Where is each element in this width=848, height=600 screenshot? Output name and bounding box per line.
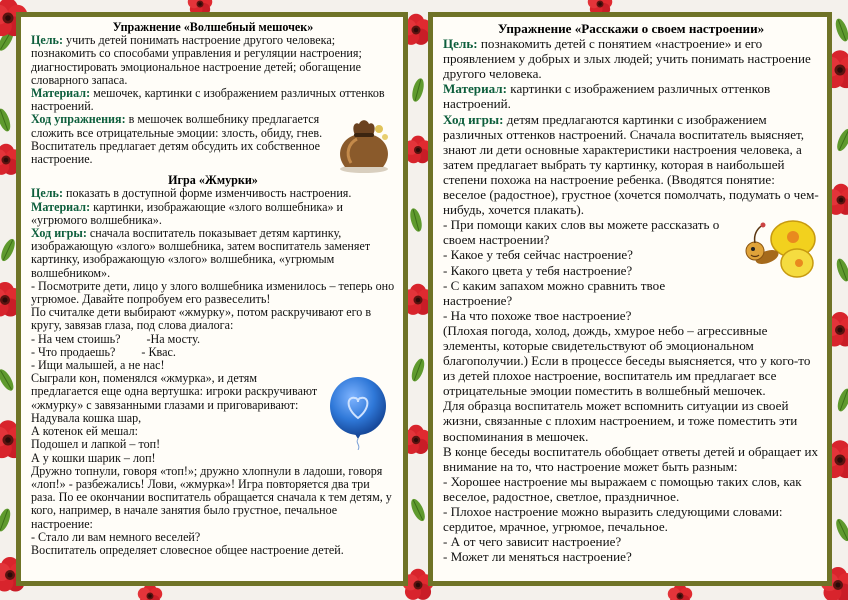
- material-text: картинки, изображающие «злого волшебника» и «угрюмого волшебника».: [31, 199, 344, 227]
- exercise-mood-procedure: [443, 112, 819, 218]
- question-line: - Какого цвета у тебя настроение?: [443, 262, 633, 278]
- poem-line: А котенок ей мешал:: [31, 424, 139, 439]
- question-line: - Какое у тебя сейчас настроение?: [443, 247, 633, 263]
- goal-label: Цель:: [31, 33, 63, 48]
- dialog-answer: - Квас.: [141, 344, 176, 359]
- exercise-mood-material: [443, 81, 819, 111]
- material-label: Материал:: [31, 86, 91, 101]
- material-text: мешочек, картинки с изображением различных оттенков настроений.: [31, 86, 385, 114]
- exercise-magic-bag-title: Упражнение «Волшебный мешочек»: [112, 20, 314, 34]
- text-line: - Стало ли вам немного веселей?: [31, 529, 201, 544]
- text-line: - Хорошее настроение мы выражаем с помощью таких слов, как веселое, радостное, светлое, праздничное.: [443, 473, 802, 504]
- game-blind-man-title: Игра «Жмурки»: [168, 173, 258, 188]
- exercise-magic-bag-material: [31, 87, 395, 113]
- exercise-mood-goal: [443, 36, 819, 81]
- procedure-text: детям предлагаются картинки с изображением различных оттенков настроений. Сначала воспитатель выясняет, знают ли дети основные характеристики настроения человека, а затем предлагает выбрать ту картинку, которая в наибольшей степени похожа на настроение ребенка. (Вводятся понятие: веселое (радостное), грустное (хочется помолчать, подумать о чем-нибудь, хочется плакать).: [443, 111, 819, 218]
- text-line: По считалке дети выбирают «жмурку», потом раскручивают его в кругу, завязав глаза, под слова диалога:: [31, 305, 372, 333]
- question-line: - А от чего зависит настроение?: [443, 534, 622, 550]
- right-page-panel: [428, 12, 832, 586]
- text-line: Воспитатель определяет словесное общее настроение детей.: [31, 542, 344, 557]
- procedure-label: Ход игры:: [443, 111, 504, 127]
- exercise-magic-bag-goal: [31, 34, 395, 87]
- text-line: В конце беседы воспитатель обобщает ответы детей и обращает их внимание на то, что настроение может быть разным:: [443, 443, 819, 474]
- procedure-text: сначала воспитатель показывает детям картинку, изображающую «злого» волшебника, затем воспитатель заменяет картинку, изображающую «злого» волшебника, «угрюмым волшебником».: [31, 226, 371, 280]
- goal-text: учить детей понимать настроение другого человека; познакомить со способами управления и регуляции настроения; диагностировать эмоциональное настроение детей; обогащение словарного запаса.: [31, 33, 362, 87]
- left-page-panel: [16, 12, 408, 586]
- goal-text: познакомить детей с понятием «настроение» и его проявлением у добрых и злых людей; учить понимать настроение другого человека.: [443, 36, 811, 82]
- butterfly-illustration: [741, 217, 819, 283]
- material-text: картинки с изображением различных оттенков настроений.: [443, 81, 771, 112]
- dialog-question: - Что продаешь?: [31, 344, 116, 359]
- text-line: - Плохое настроение можно выразить следующими словами: сердитое, мрачное, угрюмое, печальное.: [443, 504, 783, 535]
- poem-line: Надувала кошка шар,: [31, 410, 142, 425]
- text-line: Сыграли кон, поменялся «жмурка», и детям предлагается еще одна вертушка: игроки раскручивают «жмурку» с завязанными глазами и приговаривают:: [31, 371, 318, 412]
- material-label: Материал:: [31, 199, 91, 214]
- text-line: (Плохая погода, холод, дождь, хмурое небо – агрессивные элементы, которые свидетельствуют об эмоциональном благополучии.) Если в процессе беседы выясняется, что у кого-то из детей плохое настроение, воспитатель им предлагает все отрицательные эмоции поместить в волшебный мешочек.: [443, 322, 811, 399]
- heart-balloon-illustration: [325, 376, 391, 450]
- question-line: - Может ли меняться настроение?: [443, 549, 632, 565]
- text-line: Для образца воспитатель может вспомнить ситуации из своей жизни, связанные с плохим настроением, и тоже поместить эти воспоминания в мешочек.: [443, 398, 798, 444]
- procedure-label: Ход игры:: [31, 226, 87, 241]
- game-blind-man-material: [31, 201, 395, 227]
- game-blind-man-procedure: [31, 227, 395, 280]
- goal-label: Цель:: [31, 186, 63, 201]
- text-line: Дружно топнули, говоря «топ!»; дружно хлопнули в ладоши, говоря «лоп!» - разбежались! Лови, «жмурка»! Игра повторяется два три раза. По ее окончании воспитатель обращается сначала к тем детям, у кого, например, в начале занятия было грустное, печальное настроение:: [31, 463, 392, 531]
- poem-line: А у кошки шарик – лоп!: [31, 450, 156, 465]
- question-line: - При помощи каких слов вы можете рассказать о своем настроении?: [443, 217, 720, 248]
- dialog-answer: -На мосту.: [146, 331, 201, 346]
- money-bag-illustration: [333, 115, 395, 173]
- exercise-mood-title: Упражнение «Расскажи о своем настроении»: [497, 21, 765, 36]
- material-label: Материал:: [443, 81, 508, 97]
- text-line: - Посмотрите дети, лицо у злого волшебника изменилось – теперь оно угрюмое. Давайте попробуем его развеселить!: [31, 278, 395, 307]
- dialog-question: - На чем стоишь?: [31, 331, 121, 346]
- question-line: - С каким запахом можно сравнить твое настроение?: [443, 277, 666, 308]
- goal-text: показать в доступной форме изменчивость настроения.: [66, 186, 352, 201]
- text-line: - Ищи малышей, а не нас!: [31, 358, 165, 373]
- poem-line: Подошел и лапкой – топ!: [31, 437, 161, 452]
- goal-label: Цель:: [443, 36, 478, 52]
- procedure-text: в мешочек волшебнику предлагается сложить все отрицательные эмоции: злость, обиду, гнев. Воспитатель предлагает детям обсудить их собственное настроение.: [31, 112, 323, 167]
- procedure-label: Ход упражнения:: [31, 112, 126, 127]
- question-line: - На что похоже твое настроение?: [443, 307, 632, 323]
